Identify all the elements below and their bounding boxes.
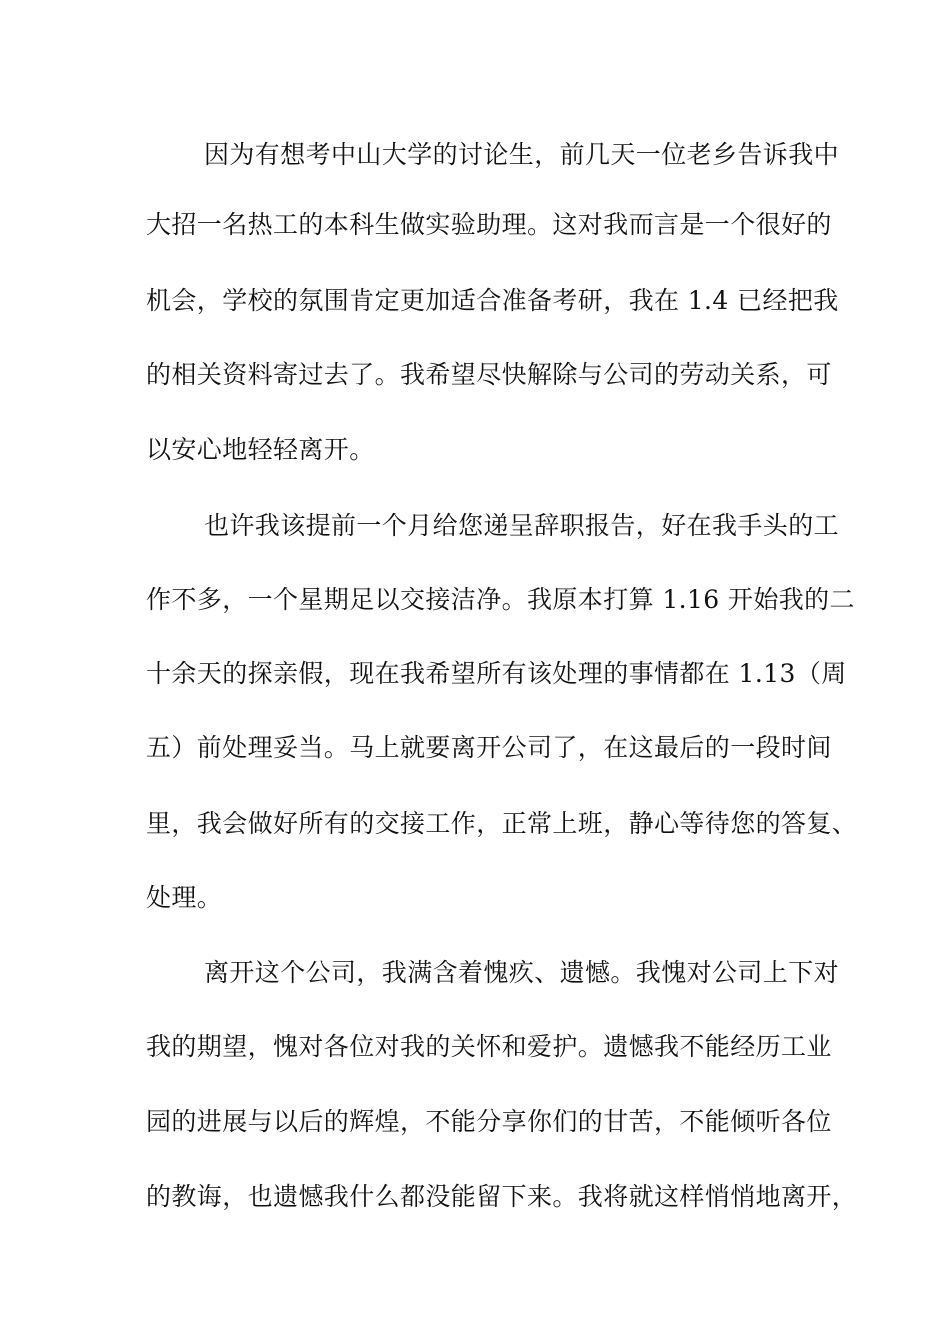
paragraph-2-line-2: 作不多，一个星期足以交接洁净。我原本打算 1.16 开始我的二 xyxy=(146,585,855,614)
paragraph-2-line-5: 里，我会做好所有的交接工作，正常上班，静心等待您的答复、 xyxy=(146,809,858,838)
paragraph-1-line-1: 因为有想考中山大学的讨论生，前几天一位老乡告诉我中 xyxy=(204,140,840,169)
paragraph-2-line-1: 也许我该提前一个月给您递呈辞职报告，好在我手头的工 xyxy=(204,511,840,540)
paragraph-3-line-1: 离开这个公司，我满含着愧疚、遗憾。我愧对公司上下对 xyxy=(204,958,840,987)
paragraph-2-line-6: 处理。 xyxy=(146,883,223,912)
paragraph-2-line-4: 五）前处理妥当。马上就要离开公司了，在这最后的一段时间 xyxy=(146,733,832,762)
paragraph-1-line-2: 大招一名热工的本科生做实验助理。这对我而言是一个很好的 xyxy=(146,210,832,239)
paragraph-3-line-4: 的教诲，也遗憾我什么都没能留下来。我将就这样悄悄地离开， xyxy=(146,1182,858,1211)
paragraph-3-line-2: 我的期望，愧对各位对我的关怀和爱护。遗憾我不能经历工业 xyxy=(146,1032,832,1061)
paragraph-2-line-3: 十余天的探亲假，现在我希望所有该处理的事情都在 1.13（周 xyxy=(146,659,847,688)
paragraph-1-line-5: 以安心地轻轻离开。 xyxy=(146,435,375,464)
paragraph-1-line-3: 机会，学校的氛围肯定更加适合准备考研，我在 1.4 已经把我 xyxy=(146,286,839,315)
paragraph-1-line-4: 的相关资料寄过去了。我希望尽快解除与公司的劳动关系，可 xyxy=(146,360,832,389)
paragraph-3-line-3: 园的进展与以后的辉煌，不能分享你们的甘苦，不能倾听各位 xyxy=(146,1107,832,1136)
